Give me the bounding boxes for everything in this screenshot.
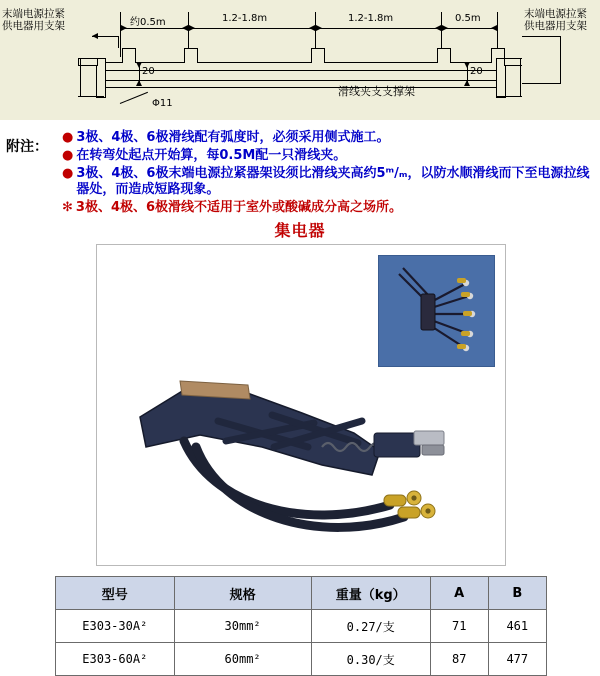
collector-array-illustration — [379, 256, 494, 366]
left-bracket-label-line2: 供电器用支架 — [2, 20, 65, 32]
bullet-icon: ● — [62, 130, 74, 145]
clamp-3 — [311, 48, 325, 63]
clamp-1 — [122, 48, 136, 63]
table-row — [56, 610, 547, 643]
vdim-label-2: 20 — [470, 66, 483, 77]
dim-label-1: 约0.5m — [130, 17, 166, 28]
dim-line-1 — [120, 28, 188, 29]
rail-inner-line-2 — [100, 80, 500, 81]
right-bracket-label-line2: 供电器用支架 — [524, 20, 587, 32]
technical-drawing — [0, 0, 600, 120]
dim-label-4: 0.5m — [455, 13, 481, 24]
cell-a: 71 — [430, 610, 488, 643]
dim-line-2 — [188, 28, 315, 29]
right-bracket-label-line1: 末端电源拉紧 — [524, 8, 587, 20]
bullet-icon: ● — [62, 148, 74, 163]
cell-type: E303-60A² — [56, 643, 175, 676]
dim-label-2: 1.2-1.8m — [222, 13, 268, 24]
notes-list — [62, 130, 598, 218]
bullet-icon: ● — [62, 166, 74, 181]
spec-table — [55, 576, 547, 676]
dim-arrow-1-left — [121, 25, 127, 31]
col-header-type: 型号 — [56, 577, 175, 610]
left-bracket-label-line1: 末端电源拉紧 — [2, 8, 65, 20]
note-item — [62, 166, 598, 198]
ext-line-1 — [120, 12, 121, 57]
cell-a: 87 — [430, 643, 488, 676]
collector-illustration — [117, 355, 487, 555]
right-end-vline — [520, 58, 521, 96]
cell-spec: 30mm² — [174, 610, 311, 643]
col-header-spec: 规格 — [174, 577, 311, 610]
clamp-4 — [437, 48, 451, 63]
note-text: 3极、4极、6极滑线不适用于室外或酸碱成分高之场所。 — [75, 200, 403, 215]
left-end-base — [78, 96, 104, 97]
hole-leader-line — [120, 92, 148, 104]
dim-line-3 — [315, 28, 441, 29]
col-header-a: A — [430, 577, 488, 610]
note-text: 3极、4极、6极滑线配有弧度时，必须采用侧式施工。 — [76, 130, 390, 145]
vdim-label-1: 20 — [142, 66, 155, 77]
support-frame-label: 滑线夹支支撑架 — [338, 85, 415, 98]
col-header-b: B — [488, 577, 546, 610]
cell-weight: 0.27/支 — [311, 610, 430, 643]
dim-arrow-3-left — [316, 25, 322, 31]
dim-label-3: 1.2-1.8m — [348, 13, 394, 24]
cell-spec: 60mm² — [174, 643, 311, 676]
cell-weight: 0.30/支 — [311, 643, 430, 676]
note-item — [62, 200, 598, 216]
left-end-plate — [78, 58, 98, 66]
note-item — [62, 148, 598, 164]
dim-arrow-4-right — [491, 25, 497, 31]
dim-arrow-4-left — [442, 25, 448, 31]
dim-line-4 — [441, 28, 497, 29]
bullet-icon: ✻ — [62, 200, 73, 215]
inset-photo — [378, 255, 495, 367]
vdim-arrow-1-bottom — [136, 80, 142, 86]
table-row — [56, 643, 547, 676]
cell-b: 477 — [488, 643, 546, 676]
clamp-2 — [184, 48, 198, 63]
cell-b: 461 — [488, 610, 546, 643]
hole-label: Φ11 — [152, 98, 173, 109]
product-photo — [96, 244, 506, 566]
note-text: 在转弯处起点开始算，每0.5M配一只滑线夹。 — [76, 148, 347, 163]
cell-type: E303-30A² — [56, 610, 175, 643]
rail-inner-line-1 — [100, 70, 500, 71]
left-leader-drop — [118, 36, 119, 48]
note-item — [62, 130, 598, 146]
right-end-base — [496, 96, 522, 97]
page-title: 集电器 — [274, 221, 326, 240]
right-end-plate — [504, 58, 524, 66]
left-end-vline — [80, 58, 81, 96]
rail-body — [100, 62, 502, 88]
notes-title: 附注： — [6, 139, 48, 155]
vdim-arrow-2-bottom — [464, 80, 470, 86]
left-leader-arrow — [92, 33, 98, 39]
dim-arrow-2-left — [189, 25, 195, 31]
right-support-frame — [522, 36, 561, 84]
col-header-weight: 重量（kg） — [311, 577, 430, 610]
table-header-row — [56, 577, 547, 610]
note-text: 3极、4极、6极末端电源拉紧器架设须比滑线夹高约5ᵐ/ₘ，以防水顺滑线而下至电源拉线器处，而造成短路现象。 — [76, 166, 590, 197]
